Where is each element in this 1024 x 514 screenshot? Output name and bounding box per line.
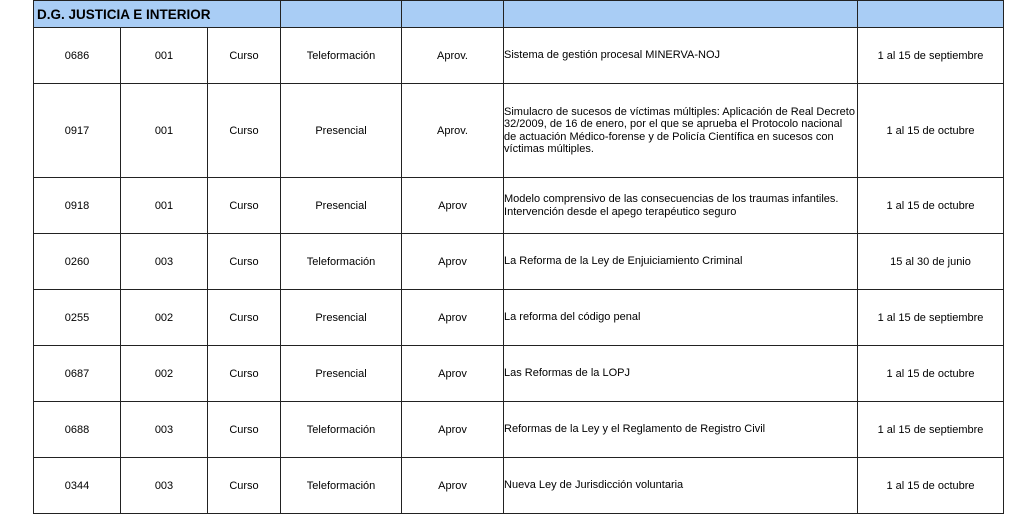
cert-cell: Aprov [402,346,504,402]
code-cell: 0687 [34,346,121,402]
table-row [34,402,1004,458]
code-cell: 0255 [34,290,121,346]
table-row [34,28,1004,84]
edition-cell: 003 [121,458,208,514]
dates-cell: 1 al 15 de octubre [858,84,1004,178]
title-cell: Simulacro de sucesos de víctimas múltiples: Aplicación de Real Decreto 32/2009, de 16 de enero, por el que se aprueba el Protocolo nacional de actuación Médico-forense y de Policía Científica en sucesos con víctimas múltiples. [504,84,858,178]
type-cell: Curso [208,178,281,234]
dates-cell: 15 al 30 de junio [858,234,1004,290]
dates-cell: 1 al 15 de octubre [858,458,1004,514]
type-cell: Curso [208,346,281,402]
edition-cell: 001 [121,28,208,84]
table-row [34,234,1004,290]
mode-cell: Teleformación [281,234,402,290]
title-cell: Las Reformas de la LOPJ [504,346,858,402]
code-cell: 0260 [34,234,121,290]
code-cell: 0344 [34,458,121,514]
title-cell: Nueva Ley de Jurisdicción voluntaria [504,458,858,514]
section-header-row [34,1,1004,28]
title-cell: Sistema de gestión procesal MINERVA-NOJ [504,28,858,84]
dates-cell: 1 al 15 de octubre [858,178,1004,234]
table-row [34,84,1004,178]
dates-cell: 1 al 15 de septiembre [858,290,1004,346]
cert-cell: Aprov [402,290,504,346]
mode-cell: Teleformación [281,402,402,458]
table-row [34,178,1004,234]
cert-cell: Aprov. [402,84,504,178]
dates-cell: 1 al 15 de septiembre [858,402,1004,458]
title-cell: La Reforma de la Ley de Enjuiciamiento Criminal [504,234,858,290]
edition-cell: 003 [121,234,208,290]
edition-cell: 002 [121,346,208,402]
mode-cell: Presencial [281,290,402,346]
table-row [34,458,1004,514]
edition-cell: 001 [121,178,208,234]
mode-cell: Presencial [281,84,402,178]
section-title: D.G. JUSTICIA E INTERIOR [34,1,281,28]
dates-cell: 1 al 15 de septiembre [858,28,1004,84]
title-cell: Modelo comprensivo de las consecuencias de los traumas infantiles. Intervención desde el apego terapéutico seguro [504,178,858,234]
cert-cell: Aprov [402,234,504,290]
code-cell: 0917 [34,84,121,178]
header-cell [858,1,1004,28]
title-cell: Reformas de la Ley y el Reglamento de Registro Civil [504,402,858,458]
header-cell [402,1,504,28]
code-cell: 0686 [34,28,121,84]
type-cell: Curso [208,84,281,178]
mode-cell: Teleformación [281,28,402,84]
cert-cell: Aprov [402,458,504,514]
type-cell: Curso [208,234,281,290]
code-cell: 0918 [34,178,121,234]
mode-cell: Presencial [281,178,402,234]
edition-cell: 002 [121,290,208,346]
cert-cell: Aprov [402,402,504,458]
type-cell: Curso [208,290,281,346]
mode-cell: Teleformación [281,458,402,514]
mode-cell: Presencial [281,346,402,402]
cert-cell: Aprov [402,178,504,234]
cert-cell: Aprov. [402,28,504,84]
type-cell: Curso [208,402,281,458]
header-cell [504,1,858,28]
edition-cell: 001 [121,84,208,178]
code-cell: 0688 [34,402,121,458]
type-cell: Curso [208,28,281,84]
dates-cell: 1 al 15 de octubre [858,346,1004,402]
title-cell: La reforma del código penal [504,290,858,346]
type-cell: Curso [208,458,281,514]
edition-cell: 003 [121,402,208,458]
header-cell [281,1,402,28]
table-row [34,346,1004,402]
course-table [33,0,1004,514]
table-row [34,290,1004,346]
